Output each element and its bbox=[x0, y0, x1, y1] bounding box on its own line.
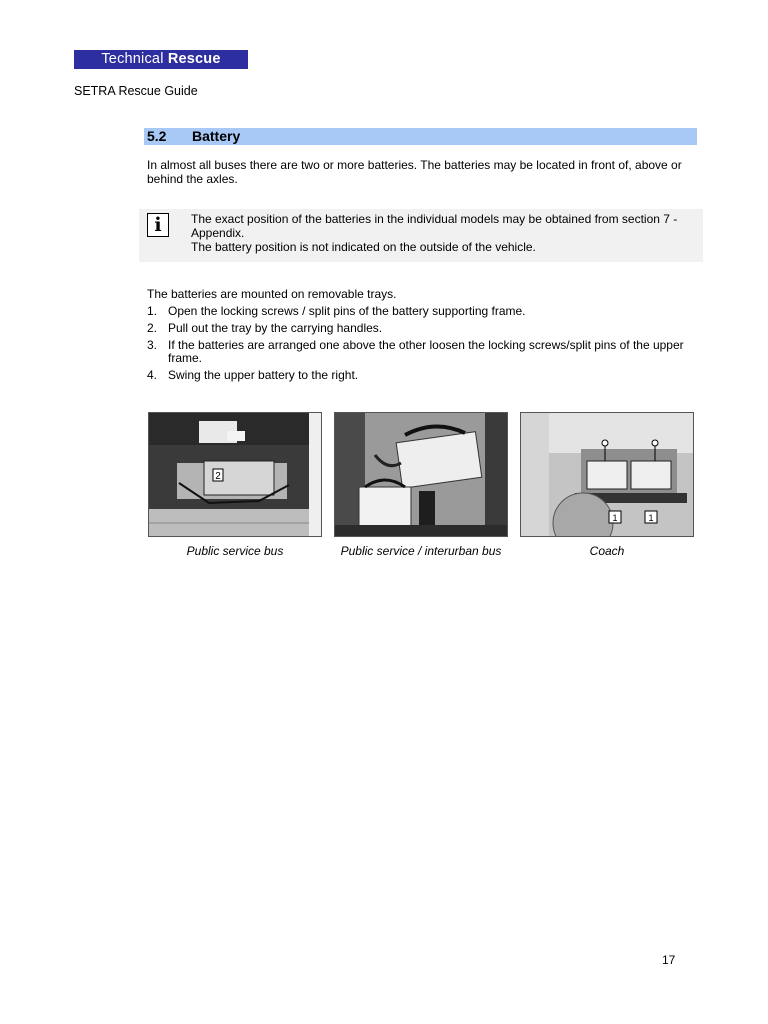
figure-caption: Public service bus bbox=[186, 544, 284, 558]
document-subtitle: SETRA Rescue Guide bbox=[74, 84, 198, 98]
step-text: Swing the upper battery to the right. bbox=[168, 368, 359, 382]
step-text: Open the locking screws / split pins of the battery supporting frame. bbox=[168, 304, 526, 318]
procedure-steps bbox=[147, 305, 692, 386]
info-icon: i bbox=[147, 213, 169, 237]
info-line-2: The battery position is not indicated on the outside of the vehicle. bbox=[191, 240, 536, 254]
step-number: 4. bbox=[147, 368, 158, 382]
procedure-lead: The batteries are mounted on removable trays. bbox=[147, 287, 397, 301]
document-banner bbox=[74, 50, 248, 69]
step-number: 3. bbox=[147, 338, 158, 352]
step-item bbox=[147, 369, 692, 382]
figure-caption: Coach bbox=[589, 544, 625, 558]
step-item bbox=[147, 339, 692, 365]
battery-photo-public-service bbox=[148, 412, 322, 537]
figure-marker: 1 bbox=[648, 513, 654, 523]
intro-paragraph: In almost all buses there are two or more batteries. The batteries may be located in front of, above or behind the axles. bbox=[147, 158, 682, 186]
step-text: If the batteries are arranged one above the other loosen the locking screws/split pins of the upper frame. bbox=[168, 338, 684, 365]
figure-caption: Public service / interurban bus bbox=[340, 544, 502, 558]
page-number: 17 bbox=[662, 953, 676, 967]
section-title: Battery bbox=[192, 128, 241, 144]
banner-bold-text: Rescue bbox=[167, 51, 221, 67]
battery-photo-coach bbox=[520, 412, 694, 537]
info-line-1: The exact position of the batteries in the individual models may be obtained from section 7 - Appendix. bbox=[191, 212, 678, 240]
step-item bbox=[147, 322, 692, 335]
section-heading bbox=[144, 128, 697, 145]
info-box bbox=[139, 209, 703, 262]
step-number: 1. bbox=[147, 304, 158, 318]
step-item bbox=[147, 305, 692, 318]
figure-marker: 1 bbox=[612, 513, 618, 523]
section-number: 5.2 bbox=[147, 128, 167, 144]
step-text: Pull out the tray by the carrying handles. bbox=[168, 321, 383, 335]
banner-light-text: Technical bbox=[101, 51, 168, 67]
figure-marker: 2 bbox=[215, 471, 221, 482]
battery-photo-interurban bbox=[334, 412, 508, 537]
step-number: 2. bbox=[147, 321, 158, 335]
info-text bbox=[191, 212, 701, 254]
